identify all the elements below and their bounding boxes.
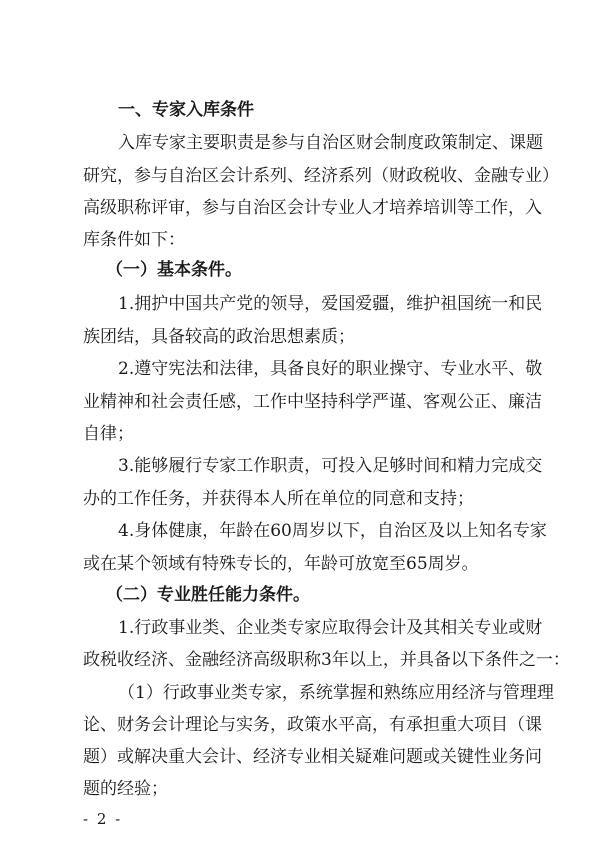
basic-item-2-line-3: 自律； — [83, 424, 134, 444]
basic-item-2-line-1: 2.遵守宪法和法律，具备良好的职业操守、专业水平、敬 — [118, 359, 543, 379]
basic-item-4-line-2: 或在某个领域有特殊专长的，年龄可放宽至65周岁。 — [83, 554, 479, 574]
basic-item-3-line-1: 3.能够履行专家工作职责，可投入足够时间和精力完成交 — [118, 456, 543, 476]
competence-item-2-line-1: （1）行政事业类专家，系统掌握和熟练应用经济与管理理 — [118, 683, 554, 703]
basic-item-1-line-2: 族团结，具备较高的政治思想素质； — [83, 327, 355, 347]
competence-item-2-line-4: 题的经验； — [83, 779, 168, 799]
basic-item-3-line-2: 办的工作任务，并获得本人所在单位的同意和支持； — [83, 489, 474, 509]
subheading-competence: （二）专业胜任能力条件。 — [106, 585, 310, 605]
page-number: - 2 - — [83, 810, 123, 828]
competence-item-2-line-3: 题）或解决重大会计、经济专业相关疑难问题或关键性业务问 — [83, 747, 542, 767]
intro-line-2: 研究，参与自治区会计系列、经济系列（财政税收、金融专业） — [83, 166, 559, 186]
basic-item-2-line-2: 业精神和社会责任感，工作中坚持科学严谨、客观公正、廉洁 — [83, 392, 542, 412]
competence-item-1-line-1: 1.行政事业类、企业类专家应取得会计及其相关专业或财 — [118, 618, 543, 638]
section-heading: 一、专家入库条件 — [118, 100, 254, 120]
basic-item-4-line-1: 4.身体健康，年龄在60周岁以下，自治区及以上知名专家 — [118, 521, 547, 541]
competence-item-1-line-2: 政税收经济、金融经济高级职称3年以上，并具备以下条件之一： — [83, 650, 570, 670]
intro-line-4: 库条件如下： — [83, 230, 185, 250]
basic-item-1-line-1: 1.拥护中国共产党的领导，爱国爱疆，维护祖国统一和民 — [118, 294, 543, 314]
subheading-basic: （一）基本条件。 — [106, 260, 242, 280]
competence-item-2-line-2: 论、财务会计理论与实务，政策水平高，有承担重大项目（课 — [83, 715, 542, 735]
intro-line-3: 高级职称评审，参与自治区会计专业人才培养培训等工作，入 — [83, 198, 542, 218]
intro-line-1: 入库专家主要职责是参与自治区财会制度政策制定、课题 — [118, 133, 543, 153]
